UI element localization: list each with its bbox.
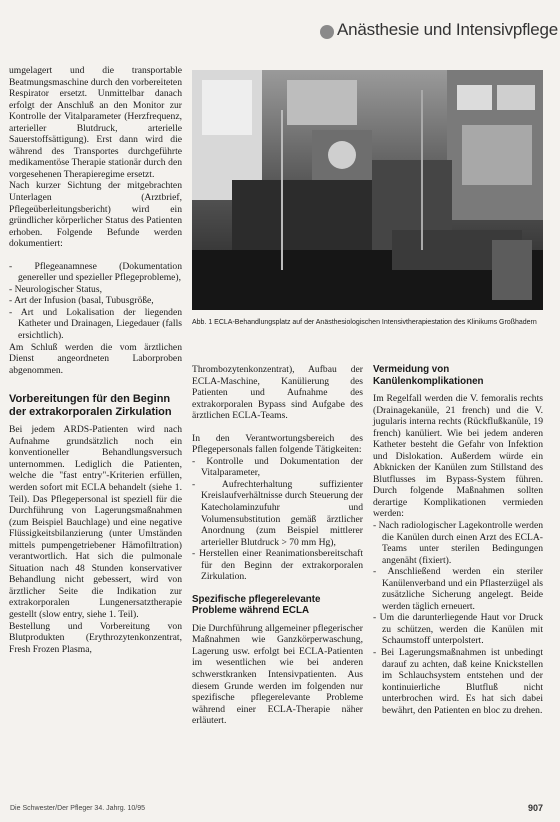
text-column-3 [373, 364, 543, 716]
section-title: Anästhesie und Intensivpflege [337, 20, 559, 39]
bullet-list [373, 520, 543, 716]
paragraph: Nach kurzer Sichtung der mitgebrachten Unterlagen (Arztbrief, Pflegeüberleitungsbericht) wird ein gründlicher körperlicher Status des Patienten erhoben. Folgende Befunde werden dokumentiert: [9, 180, 182, 250]
list-item: - Bei Lagerungsmaßnahmen ist unbedingt darauf zu achten, daß keine Knickstellen im Schlauchsystem entstehen und der kontinuierliche Blutfluß nicht unterbrochen wird. Es hat sich dabei bewährt, den Patienten en bloc zu drehen. [373, 647, 543, 716]
photo-caption: Abb. 1 ECLA-Behandlungsplatz auf der Anästhesiologischen Intensivtherapiestation des Klinikums Großhadern [192, 319, 537, 326]
list-item: - Art und Lokalisation der liegenden Katheter und Drainagen, Liegedauer (falls ersichtlich). [9, 306, 182, 342]
list-item: - Neurologischer Status, [9, 283, 102, 295]
bullet-list [9, 261, 182, 342]
list-item: - Aufrechterhaltung suffizienter Kreislaufverhältnisse durch Steuerung der Katecholaminzufuhr und Volumensubstitution gemäß ärztlicher Anordnung (zum Beispiel mittlerer arterieller Blutdruck > 70 mm Hg), [192, 478, 363, 548]
paragraph: Im Regelfall werden die V. femoralis rechts (Drainagekanüle, 21 french) und die V. jugularis interna rechts (Rückflußkanüle, 19 french) kanüliert. Wie bei jedem anderen Katheter besteht die Gefahr von Infektion und Dislokation. Außerdem würde ein Abknicken der Kanülen zum Stillstand des Blutflusses im Bypass-System führen. Durch folgende Maßnahmen sollten derartige Komplikationen vermieden werden: [373, 393, 543, 520]
text-column-2 [192, 364, 363, 727]
list-item: - Um die darunterliegende Haut vor Druck zu schützen, werden die Kanülen mit Schaumstoff unterpolstert. [373, 612, 543, 647]
list-item: - Nach radiologischer Lagekontrolle werden die Kanülen durch einen Arzt des ECLA-Teams unter sterilen Bedingungen angenäht (fixiert). [373, 520, 543, 566]
paragraph: In den Verantwortungsbereich des Pflegepersonals fallen folgende Tätigkeiten: [192, 432, 363, 456]
list-item: - Pflegeanamnese (Dokumentation genereller und spezieller Pflegeprobleme), [9, 260, 182, 284]
ecla-workstation-image [192, 70, 543, 310]
paragraph: Am Schluß werden die vom ärztlichen Dienst angeordneten Laborproben abgenommen. [9, 341, 182, 376]
paragraph: Thrombozytenkonzentrat), Aufbau der ECLA-Maschine, Kanülierung des Patienten und Aufnahme des extrakorporalen Bypass sind Aufgabe des ärztlichen ECLA-Teams. [192, 364, 363, 422]
page-number: 907 [528, 803, 544, 813]
list-item: - Art der Infusion (basal, Tubusgröße, [9, 295, 154, 307]
list-item: - Herstellen einer Reanimationsbereitschaft für den Beginn der extrakorporalen Zirkulation. [192, 548, 363, 583]
page-header [0, 0, 560, 48]
list-item: - Anschließend werden ein steriler Kanülenverband und ein Pflasterzügel als zusätzliche Sicherung angelegt. Beide werden täglich erneuert. [373, 566, 543, 612]
bullet-list [192, 456, 363, 583]
journal-reference: Die Schwester/Der Pfleger 34. Jahrg. 10/95 [10, 805, 146, 812]
text-column-1 [9, 65, 182, 655]
section-heading: Vermeidung von Kanülenkomplikationen [373, 364, 484, 387]
paragraph: Die Durchführung allgemeiner pflegerischer Maßnahmen wie Ganzkörperwaschung, Lagerung usw. erfolgt bei ECLA-Patienten im wesentlichen wie bei anderen schwerstkranken Intensivpatienten. Aus diesem Grunde werden im folgenden nur spezifische pflegerelevante Probleme während einer ECLA-Therapie näher erläutert. [192, 622, 363, 727]
list-item: - Kontrolle und Dokumentation der Vitalparameter, [192, 455, 363, 479]
icu-photo [192, 70, 543, 310]
section-bullet-icon [320, 25, 334, 39]
section-heading: Vorbereitungen für den Beginn der extrakorporalen Zirkulation [9, 393, 172, 418]
paragraph: Bei jedem ARDS-Patienten wird nach Aufnahme grundsätzlich noch ein konventioneller Behandlungsversuch unternommen. Lediglich die Patienten, welche die "fast entry"-Kriterien erfüllen, werden sofort mit ECLA behandelt (siehe 1. Teil). Das Pflegepersonal ist speziell für die Durchführung von Lagerungsmaßnahmen (zum Beispiel Bauchlage) und eine negative Flüssigkeitsbilanzierung (unter Umständen mittels pumpengetriebener Hämofiltration) verantwortlich. Hat sich die pulmonale Situation nach 48 Stunden konservativer Behandlung nicht gebessert, wird von ärztlicher Seite die Indikation zur extrakorporalen Lungenersatztherapie gestellt (slow entry, siehe 1. Teil). [9, 424, 182, 620]
section-heading: Spezifische pflegerelevante Probleme während ECLA [192, 593, 321, 617]
paragraph: umgelagert und die transportable Beatmungsmaschine durch den vorbereiteten Respirator ersetzt. Unmittelbar danach erfolgt der Anschluß an den Monitor zur Kontrolle der Vitalparameter (Herzfrequenz, arterieller Blutdruck, arterielle Sauerstoffsättigung). Erst dann wird die während des Transportes durchgeführte medikamentöse Therapie stationär durch den vorgesehenen Therapieregime ersetzt. [9, 65, 182, 180]
paragraph: Bestellung und Vorbereitung von Blutprodukten (Erythrozytenkonzentrat, Fresh Frozen Plasma, [9, 620, 182, 655]
